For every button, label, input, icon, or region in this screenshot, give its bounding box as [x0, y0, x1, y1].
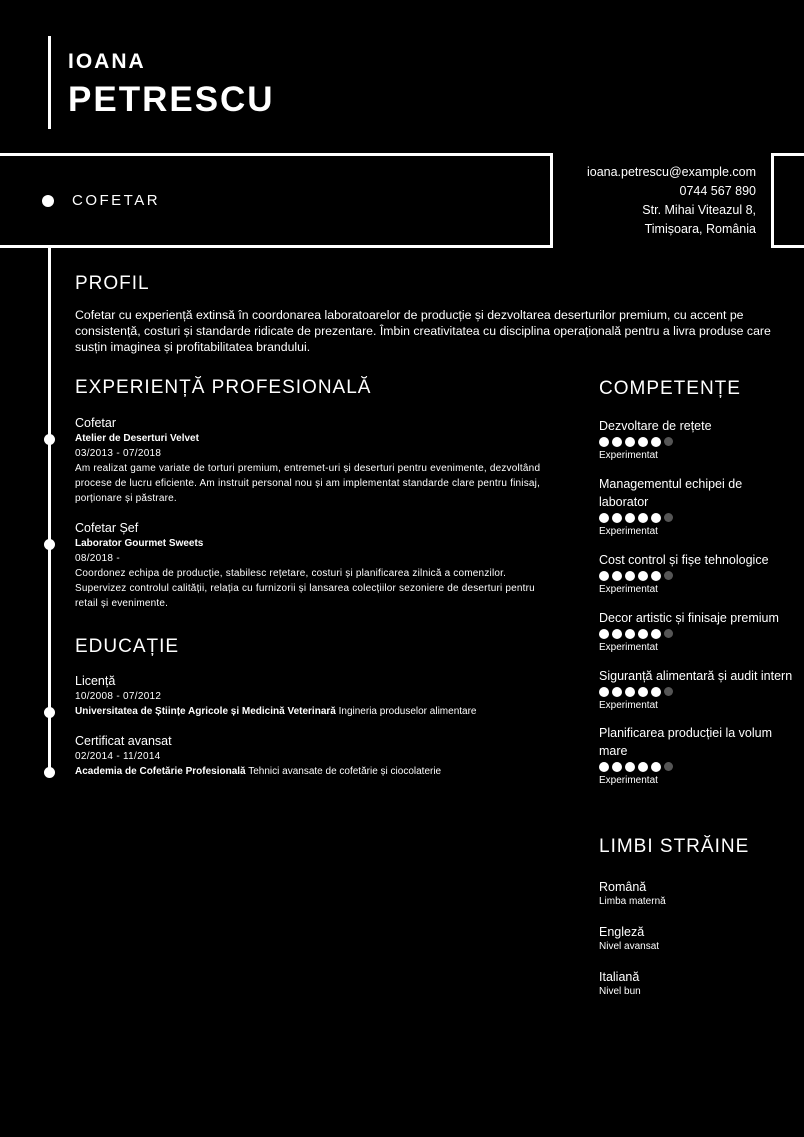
education-degree: Licență	[75, 674, 116, 688]
skill-item	[599, 667, 794, 713]
skill-name: Decor artistic și finisaje premium	[599, 611, 779, 625]
rating-dot-empty	[664, 629, 673, 638]
rating-dot-filled	[651, 437, 661, 447]
skill-rating	[599, 571, 794, 581]
skill-item	[599, 417, 794, 463]
skill-rating	[599, 513, 794, 523]
rating-dot-filled	[625, 437, 635, 447]
rating-dot-filled	[612, 762, 622, 772]
rating-dot-filled	[612, 571, 622, 581]
skill-item	[599, 475, 794, 539]
rating-dot-filled	[599, 687, 609, 697]
rating-dot-filled	[625, 762, 635, 772]
skill-level: Experimentat	[599, 775, 658, 786]
rating-dot-filled	[638, 571, 648, 581]
rating-dot-filled	[599, 629, 609, 639]
contact-frame	[771, 153, 804, 248]
education-field: Ingineria produselor alimentare	[338, 706, 477, 717]
timeline-dot	[44, 767, 55, 778]
skill-level: Experimentat	[599, 450, 658, 461]
timeline-dot	[44, 707, 55, 718]
skill-name: Siguranță alimentară și audit intern	[599, 669, 793, 683]
skill-rating	[599, 437, 794, 447]
skill-rating	[599, 687, 794, 697]
experience-org: Laborator Gourmet Sweets	[75, 538, 204, 549]
rating-dot-filled	[638, 762, 648, 772]
timeline-line	[48, 248, 51, 774]
rating-dot-filled	[625, 629, 635, 639]
education-school: Academia de Cofetărie Profesională	[75, 766, 246, 777]
skill-name: Planificarea producției la volum mare	[599, 726, 773, 758]
timeline-dot	[44, 539, 55, 550]
rating-dot-filled	[612, 437, 622, 447]
language-item	[599, 924, 659, 954]
rating-dot-filled	[612, 513, 622, 523]
experience-role: Cofetar Șef	[75, 521, 139, 535]
skill-rating	[599, 629, 794, 639]
contact-address-line2: Timișoara, România	[644, 222, 756, 236]
rating-dot-filled	[651, 513, 661, 523]
rating-dot-filled	[612, 687, 622, 697]
rating-dot-filled	[651, 687, 661, 697]
education-field: Tehnici avansate de cofetărie și ciocolaterie	[248, 766, 442, 777]
rating-dot-filled	[599, 513, 609, 523]
first-name: IOANA	[68, 50, 146, 73]
rating-dot-filled	[625, 513, 635, 523]
timeline-dot	[44, 434, 55, 445]
last-name: PETRESCU	[68, 80, 275, 119]
skill-name: Cost control și fișe tehnologice	[599, 553, 769, 567]
language-name: Engleză	[599, 925, 645, 939]
education-school: Universitatea de Științe Agricole și Medicină Veterinară	[75, 706, 336, 717]
rating-dot-filled	[638, 513, 648, 523]
rating-dot-empty	[664, 762, 673, 771]
rating-dot-filled	[599, 437, 609, 447]
experience-desc: Am realizat game variate de torturi premium, entremet-uri și deserturi pentru evenimente, dezvoltând procese de lucru eficiente. Am instruit personal nou și am implementat standarde clare pentru finisaj, porționare și păstrare.	[75, 463, 541, 504]
skill-rating	[599, 762, 794, 772]
language-item	[599, 879, 666, 909]
skill-item	[599, 724, 794, 788]
language-level: Limba maternă	[599, 896, 666, 907]
job-title-bullet	[42, 195, 54, 207]
rating-dot-filled	[612, 629, 622, 639]
rating-dot-filled	[599, 571, 609, 581]
education-degree: Certificat avansat	[75, 734, 172, 748]
experience-org: Atelier de Deserturi Velvet	[75, 433, 199, 444]
rating-dot-filled	[651, 762, 661, 772]
education-school-line	[75, 704, 550, 719]
rating-dot-filled	[625, 687, 635, 697]
rating-dot-empty	[664, 571, 673, 580]
rating-dot-filled	[651, 629, 661, 639]
skill-level: Experimentat	[599, 700, 658, 711]
skills-heading: COMPETENȚE	[599, 378, 741, 399]
rating-dot-filled	[638, 687, 648, 697]
experience-desc: Coordonez echipa de producție, stabilesc rețetare, costuri și planificarea zilnică a comenzilor. Supervizez controlul calității, relația cu furnizorii și lansarea colecțiilor sezoniere de deserturi pentru retail și evenimente.	[75, 568, 535, 609]
language-level: Nivel bun	[599, 986, 641, 997]
languages-heading: LIMBI STRĂINE	[599, 836, 750, 857]
rating-dot-filled	[638, 437, 648, 447]
language-item	[599, 969, 641, 999]
contact-address-line1: Str. Mihai Viteazul 8,	[642, 203, 756, 217]
rating-dot-filled	[651, 571, 661, 581]
education-date: 02/2014 - 11/2014	[75, 751, 161, 762]
experience-role: Cofetar	[75, 416, 116, 430]
skill-item	[599, 609, 794, 655]
skill-name: Managementul echipei de laborator	[599, 477, 743, 509]
profile-heading: PROFIL	[75, 273, 150, 294]
experience-date: 03/2013 - 07/2018	[75, 448, 162, 459]
language-level: Nivel avansat	[599, 941, 660, 952]
experience-item	[75, 415, 550, 506]
rating-dot-filled	[599, 762, 609, 772]
profile-text: Cofetar cu experiență extinsă în coordonarea laboratoarelor de producție și dezvoltarea deserturilor premium, cu accent pe consistență, costuri și standarde ridicate de prezentare. Îmbin creativitatea cu disciplina operațională pentru a livra produse care susțin imaginea și profitabilitatea brandului.	[75, 308, 771, 354]
skill-item	[599, 551, 794, 597]
language-name: Italiană	[599, 970, 640, 984]
education-date: 10/2008 - 07/2012	[75, 691, 162, 702]
rating-dot-empty	[664, 513, 673, 522]
rating-dot-filled	[638, 629, 648, 639]
name-accent-bar	[48, 36, 51, 129]
rating-dot-filled	[625, 571, 635, 581]
education-school-line	[75, 764, 550, 779]
skill-level: Experimentat	[599, 526, 658, 537]
education-item	[75, 673, 550, 719]
experience-date: 08/2018 -	[75, 553, 120, 564]
contact-block	[587, 163, 756, 239]
language-name: Română	[599, 880, 647, 894]
contact-email[interactable]: ioana.petrescu@example.com	[586, 165, 756, 179]
experience-item	[75, 520, 550, 611]
skill-level: Experimentat	[599, 642, 658, 653]
education-item	[75, 733, 550, 779]
skill-level: Experimentat	[599, 584, 658, 595]
contact-phone[interactable]: 0744 567 890	[679, 184, 756, 198]
rating-dot-empty	[664, 687, 673, 696]
experience-heading: EXPERIENȚĂ PROFESIONALĂ	[75, 377, 372, 398]
job-title: COFETAR	[72, 192, 161, 209]
skill-name: Dezvoltare de rețete	[599, 419, 712, 433]
rating-dot-empty	[664, 437, 673, 446]
education-heading: EDUCAȚIE	[75, 636, 180, 657]
